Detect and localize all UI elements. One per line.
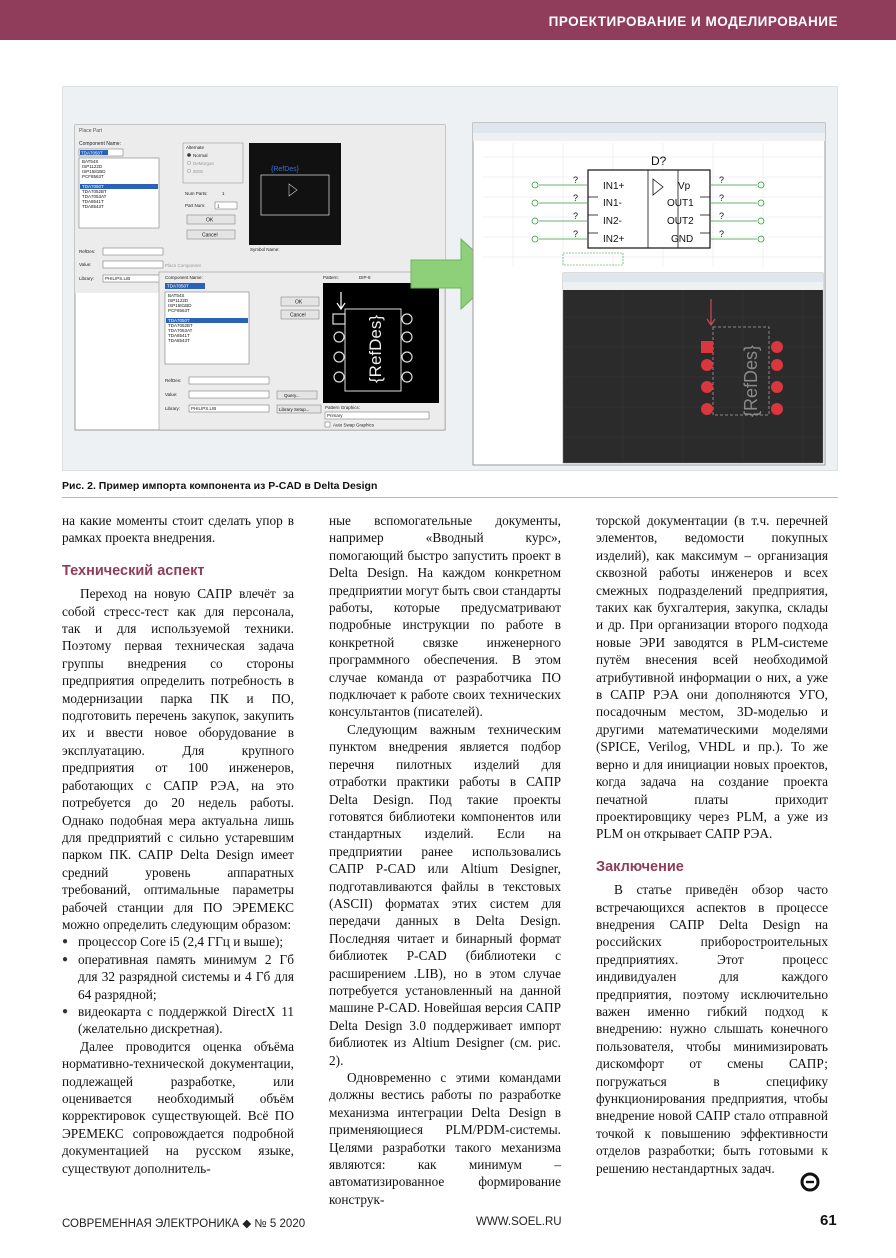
pcad-pattern-refdes: {RefDes} [366, 314, 385, 383]
delta-pcb-view [563, 273, 823, 463]
pcad-selected-text-2: TDA7050T [167, 283, 189, 289]
pcb-pad-5 [771, 403, 783, 415]
pcad2-value-label: Value: [165, 392, 178, 397]
pcb-pad-7 [771, 359, 783, 371]
delta-pin-out2: OUT2 [667, 216, 694, 227]
end-of-article-icon [800, 1172, 820, 1197]
delta-pcb-toolbar [563, 273, 823, 282]
col3-paragraph-1: торской документации (в т.ч. перечней элементов, ведомости покупных изделий), как максимум – организация сквозной работы инженеров и всех смежных подразделений предприятия, таких как бухгалтерия, закупка, склады и др. При организации второго подхода новые ЭРИ заводятся в PLM-системе путём внесения всей необходимой атрибутивной информации о них, а уже в САПР РЭА они дополняются УГО, посадочным местом, 3D-моделью и другими математическими моделями (SPICE, Verilog, VHDL и пр.). То же верно и для инициации новых проектов, когда задача на создание проекта печатной платы приходит проектировщику через PLM, а уже из PLM он открывает САПР РЭА. [596, 513, 828, 842]
col1-intro: на какие моменты стоит сделать упор в рамках проекта внедрения. [62, 513, 294, 546]
pcad-refdes-label: RefDes: [79, 249, 96, 254]
column-1 [62, 512, 294, 1177]
delta-toolbar-2 [473, 133, 825, 141]
pcad-selected-text: TDA7050T [81, 150, 103, 156]
section-heading-conclusion: Заключение [596, 858, 684, 875]
delta-unknown-4: ? [573, 229, 579, 239]
pcad-auto-swap-label: Auto Swap Graphics [333, 422, 375, 428]
pcad2-part-7[interactable]: TDA8541T [168, 333, 190, 338]
delta-pin-vp: Vp [678, 181, 691, 192]
col2-paragraph-3: Одновременно с этими командами должны вестись работы по разработке механизма интеграции Delta Design в применяющиеся PLM/PDM-системы. Целями разработки такого механизма являются: как минимум – автоматизированное формирование конструк- [329, 1070, 561, 1207]
pcad-refdes-input[interactable] [103, 248, 163, 255]
pcad-symbol-name-label: Symbol Name: [250, 247, 280, 252]
pcad-place-component-label: Place Component [165, 263, 201, 268]
pcad-query-label: Query... [284, 393, 300, 398]
pcad-part-2[interactable]: ISP1581BD [82, 169, 106, 174]
pcb-pad-8 [771, 341, 783, 353]
delta-pcb-toolbar-2 [563, 282, 823, 290]
pcad-value-label: Value: [79, 262, 92, 267]
pcad2-refdes-label: RefDes: [165, 378, 182, 383]
list-item: ● оперативная память минимум 2 Гб для 32 разрядной системы и 4 Гб для 64 разрядной; [62, 951, 294, 1003]
pcad-part-3[interactable]: PCF8563T [82, 174, 104, 179]
pcad2-part-6[interactable]: TDA7053AT [168, 328, 193, 333]
header-band [0, 0, 896, 40]
delta-part-label: D? [651, 154, 667, 168]
pcad2-part-5[interactable]: TDA7052BT [168, 323, 193, 328]
pcad2-part-2[interactable]: ISP1581BD [168, 303, 192, 308]
col2-paragraph-1: ные вспомогательные документы, например «Вводный курс», помогающий быстро запустить проект в Delta Design. На каждом конкретном предприятии могут быть свои стандарты работы, которые предусматривают подробные инструкции по работе в конкретной связке инженерного программного обеспечения. В этом случае команда от разработчика ПО подключает к работе своих технических консультантов (писателей). [329, 513, 561, 720]
pcad-part-4[interactable]: TDA7050T [82, 184, 104, 189]
pcad-symbol-preview [249, 143, 341, 245]
delta-pin-in1p: IN1+ [603, 181, 625, 192]
col2-paragraph-2: Следующим важным техническим пунктом внедрения является подбор перечня пилотных изделий для отработки практики работы в САПР Delta Design. Под такие проекты готовятся библиотеки компонентов или стандартных изделий. Если на предприятии ранее использовались САПР P-CAD или Altium Designer, подготавливаются файлы в текстовых (ASCII) форматах этих систем для передачи данных в Delta Design. Последняя читает и бинарный формат библиотек P-CAD (библиотеки с расширением .LIB), но в этом случае потребуется установленный на данной машине P-CAD. Новейшая версия САПР Delta Design 3.0 поддерживает импорт библиотек из Altium Designer (см. рис. 2). [329, 721, 561, 1068]
delta-unknown-2: ? [573, 193, 579, 203]
col1-paragraph-2: Далее проводится оценка объёма нормативно-технической документации, подлежащей разработке, или оценивается необходимый объём корректировок существующей. Всё ПО ЭРЕМЕКС сопровождается подробной документацией на русском языке, существуют дополнитель- [62, 1038, 294, 1176]
pcb-pad-3 [701, 381, 713, 393]
page-number: 61 [820, 1212, 837, 1229]
pcad-ok-label: OK [206, 217, 214, 224]
pcad2-ok-label: OK [295, 299, 303, 306]
auto-swap-checkbox[interactable] [325, 422, 330, 427]
pcad2-library: PHILIPS.LIB [191, 406, 217, 411]
pcad-cancel-label: Cancel [202, 232, 218, 239]
list-item: ● процессор Core i5 (2,4 ГГц и выше); [62, 933, 294, 950]
pcad-pattern: DIP-8 [359, 275, 371, 280]
delta-pin-out1: OUT1 [667, 198, 694, 209]
pcad-part-num-label: Part Num: [185, 203, 206, 208]
delta-toolbar [473, 123, 825, 133]
list-item: ● видеокарта с поддержкой DirectX 11 (желательно дискретная). [62, 1003, 294, 1038]
pcb-pad-2 [701, 359, 713, 371]
pcb-pad-4 [701, 403, 713, 415]
column-2 [329, 512, 561, 1208]
delta-unknown-6: ? [719, 193, 725, 203]
delta-pin-in2n: IN2- [603, 216, 622, 227]
pcad-library-label: Library: [79, 276, 95, 281]
footer-site-link[interactable]: WWW.SOEL.RU [476, 1216, 562, 1228]
delta-pcb-refdes: {RefDes} [741, 344, 761, 417]
pcad-pattern-label: Pattern: [323, 275, 339, 280]
pcb-pad-6 [771, 381, 783, 393]
figure-caption: Рис. 2. Пример импорта компонента из P-CAD в Delta Design [62, 480, 378, 492]
pcb-pad-1 [701, 341, 713, 353]
pcad-num-parts: 1 [222, 191, 225, 196]
delta-pin-in2p: IN2+ [603, 234, 625, 245]
column-3 [596, 512, 828, 1177]
delta-unknown-5: ? [719, 175, 725, 185]
pcad-pattern-graphics: Primary [327, 413, 343, 418]
delta-pin-in1n: IN1- [603, 198, 622, 209]
pcad2-cancel-label: Cancel [290, 312, 306, 319]
delta-unknown-1: ? [573, 175, 579, 185]
pcad-part-0[interactable]: BAT54S [82, 159, 99, 164]
pcad-part-6[interactable]: TDA7053AT [82, 194, 107, 199]
pcad-pattern-graphics-label: Pattern Graphics: [325, 405, 361, 410]
pcad-component-label: Component Name: [79, 141, 121, 147]
pcad-part-7[interactable]: TDA8541T [82, 199, 104, 204]
pcad-symbol-refdes: {RefDes} [271, 166, 300, 173]
pcad2-library-label: Library: [165, 406, 181, 411]
pcad-value-input[interactable] [103, 261, 163, 268]
pcad2-part-3[interactable]: PCF8563T [168, 308, 190, 313]
requirements-list [62, 933, 294, 1037]
pcad2-part-8[interactable]: TDA8543T [168, 338, 190, 343]
delta-unknown-3: ? [573, 211, 579, 221]
pcad-alt-demorgan: DeMorgan [193, 161, 215, 166]
col3-paragraph-2: В статье приведён обзор часто встречающихся аспектов в процессе внедрения САПР Delta Design на российских приборостроительных предприятиях. Этот процесс индивидуален для каждого предприятия, поэтому исключительно важен именно гибкий подход к внедрению: нужно слышать конечного пользователя, чтобы минимизировать дискомфорт от смены САПР; погружаться в специфику функционирования предприятия, чтобы внедрение новой САПР стало отправной точкой к повышению эффективности отделов разработки; быть готовыми к решению нестандартных задач. [596, 882, 828, 1176]
section-title: ПРОЕКТИРОВАНИЕ И МОДЕЛИРОВАНИЕ [548, 14, 838, 29]
caption-divider [62, 497, 838, 498]
delta-unknown-7: ? [719, 211, 725, 221]
footer-magazine: СОВРЕМЕННАЯ ЭЛЕКТРОНИКА ◆ № 5 2020 [62, 1218, 306, 1230]
pcad-num-parts-label: Num Parts: [185, 191, 208, 196]
pcad-part-1[interactable]: ISP1122D [82, 164, 103, 169]
pcad2-value-input[interactable] [189, 391, 269, 398]
pcad2-refdes-input[interactable] [189, 377, 269, 384]
delta-unknown-8: ? [719, 229, 725, 239]
delta-pin-gnd: GND [671, 234, 694, 245]
pcad-alternate-label: Alternate [186, 145, 205, 150]
col1-paragraph-1: Переход на новую САПР влечёт за собой стресс-тест как для персонала, так и для используемой техники. Поэтому первая техническая задача группы внедрения со стороны предприятия определить потребность в модернизации парка ПК и ПО, подготовить перечень закупок, закупить их и ввести новое оборудование в эксплуатацию. Для крупного предприятия от 100 инженеров, работающих с САПР РЭА, на это потребуется до 20 недель работы. Однако подобная мера актуальна лишь для предприятий с сильно устаревшим парком ПК. САПР Delta Design имеет средний уровень аппаратных требований, оптимальные параметры рабочей станции для ПО ЭРЕМЕКС можно определить следующим образом: [62, 586, 294, 932]
pcad-part-8[interactable]: TDA8543T [82, 204, 104, 209]
figure [62, 86, 838, 471]
section-heading-technical: Технический аспект [62, 562, 205, 579]
pcad-part-num: 1 [217, 203, 220, 209]
pcad-alt-normal: Normal [193, 153, 208, 158]
pcad2-part-0[interactable]: BAT54S [168, 293, 185, 298]
pcad2-part-4[interactable]: TDA7050T [168, 318, 190, 323]
radio-normal-icon[interactable] [187, 153, 191, 157]
pcad-library-setup-label: Library Setup... [279, 407, 310, 412]
figure-illustration [63, 87, 839, 472]
pcad-library: PHILIPS.LIB [105, 276, 131, 281]
pcad-part-5[interactable]: TDA7052BT [82, 189, 107, 194]
pcad-component-label-2: Component Name: [165, 275, 203, 280]
pcad2-part-1[interactable]: ISP1122D [168, 298, 189, 303]
pcad-dialog-title: Place Part [79, 128, 103, 134]
pcad-alt-ieee: IEEE [193, 169, 204, 174]
